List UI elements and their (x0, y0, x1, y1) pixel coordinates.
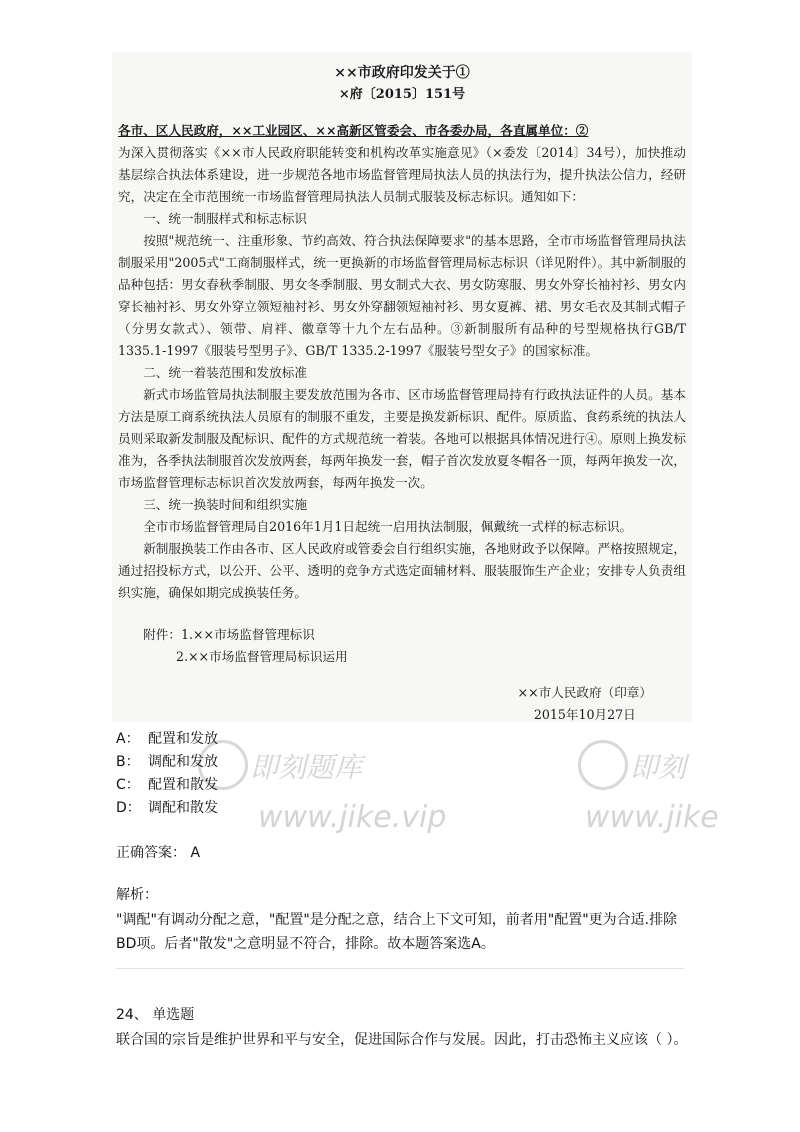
doc-section-3-body-2: 新制服换装工作由各市、区人民政府或管委会自行组织实施，各地财政予以保障。严格按照规定，通过招投标方式，以公开、公平、透明的竞争方式选定面辅材料、服装服饰生产企业；安排专人负责组织实施，确保如期完成换装任务。 (118, 541, 686, 600)
doc-attachment-1: 附件：1.××市场监督管理标识 (143, 627, 315, 642)
doc-section-3-body-1: 全市市场监督管理局自2016年1月1日起统一启用执法制服，佩戴统一式样的标志标识。 (143, 519, 633, 534)
doc-signature-date: 2015年10月27日 (533, 707, 636, 722)
document-scan-image (112, 52, 692, 722)
divider (116, 968, 684, 969)
correct-answer-label: 正确答案： (116, 845, 186, 861)
watermark-url-partial: www.jike (585, 800, 719, 835)
doc-title: ××市政府印发关于① (334, 65, 470, 81)
watermark-brand: 即刻题库 (250, 751, 363, 784)
watermark-url: www.jike.vip (258, 800, 447, 835)
answer-options (116, 728, 218, 820)
doc-section-1-heading: 一、统一制服样式和标志标识 (143, 211, 307, 226)
option-d[interactable]: D： 调配和散发 (116, 800, 218, 816)
doc-number: ×府〔2015〕151号 (338, 87, 466, 102)
option-c[interactable]: C： 配置和散发 (116, 777, 218, 793)
correct-answer-value: A (190, 845, 201, 861)
watermark-brand-partial: 即刻 (630, 751, 687, 784)
doc-section-1-body: 按照"规范统一、注重形象、节约高效、符合执法保障要求"的基本思路，全市市场监督管理局执法制服采用"2005式"工商制服样式，统一更换新的市场监督管理局标志标识（详见附件）。其中新制服的品种包括：男女春秋季制服、男女冬季制服、男女制式大衣、男女防寒服、男女外穿长袖衬衫、男女内穿长袖衬衫、男女外穿立领短袖衬衫、男女外穿翻领短袖衬衫、男女夏裤、裙、男女毛衣及其制式帽子（分男女款式）、领带、肩袢、徽章等十九个左右品种。③新制服所有品种的号型规格执行GB/T 1335.1-1997《服装号型男子》、GB/T 1335.2-1997《服装号型女子》的国家标准。 (118, 233, 686, 358)
option-b[interactable]: B： 调配和发放 (116, 754, 218, 770)
doc-recipients: 各市、区人民政府，××工业园区、××高新区管委会、市各委办局，各直属单位：② (118, 123, 589, 138)
panda-logo-icon (578, 740, 628, 790)
correct-answer (116, 842, 200, 864)
doc-section-2-heading: 二、统一着装范围和发放标准 (143, 365, 307, 380)
analysis-label: 解析： (116, 887, 158, 903)
question-text: 联合国的宗旨是维护世界和平与安全，促进国际合作与发展。因此，打击恐怖主义应该（ ）。 (116, 1032, 688, 1048)
doc-section-2-body: 新式市场监管局执法制服主要发放范围为各市、区市场监督管理局持有行政执法证件的人员。基本方法是原工商系统执法人员原有的制服不重发，主要是换发新标识、配件。原质监、食药系统的执法人员则采取新发制服及配标识、配件的方式规范统一着装。各地可以根据具体情况进行④。原则上换发标准为，各季执法制服首次发放两套，每两年换发一套，帽子首次发放夏冬帽各一顶，每两年换发一次，市场监督管理标志标识首次发放两套，每两年换发一次。 (118, 387, 686, 490)
doc-section-3-heading: 三、统一换装时间和组织实施 (143, 497, 307, 512)
doc-intro: 为深入贯彻落实《××市人民政府职能转变和机构改革实施意见》（×委发〔2014〕34号），加快推动基层综合执法体系建设，进一步规范各地市场监督管理局执法人员的执法行为，提升执法公信力，经研究，决定在全市范围统一市场监督管理局执法人员制式服装及标志标识。通知如下： (118, 145, 686, 204)
question-number: 24、 单选题 (116, 1007, 195, 1023)
doc-signature-org: ××市人民政府（印章） (517, 685, 652, 700)
doc-attachment-2: 2.××市场监督管理局标识运用 (175, 649, 348, 664)
doc-signature (518, 682, 652, 726)
analysis-text: "调配"有调动分配之意，"配置"是分配之意，结合上下文可知，前者用"配置"更为合适.排除BD项。后者"散发"之意明显不符合，排除。故本题答案选A。 (116, 912, 678, 952)
option-a[interactable]: A： 配置和发放 (116, 731, 218, 747)
